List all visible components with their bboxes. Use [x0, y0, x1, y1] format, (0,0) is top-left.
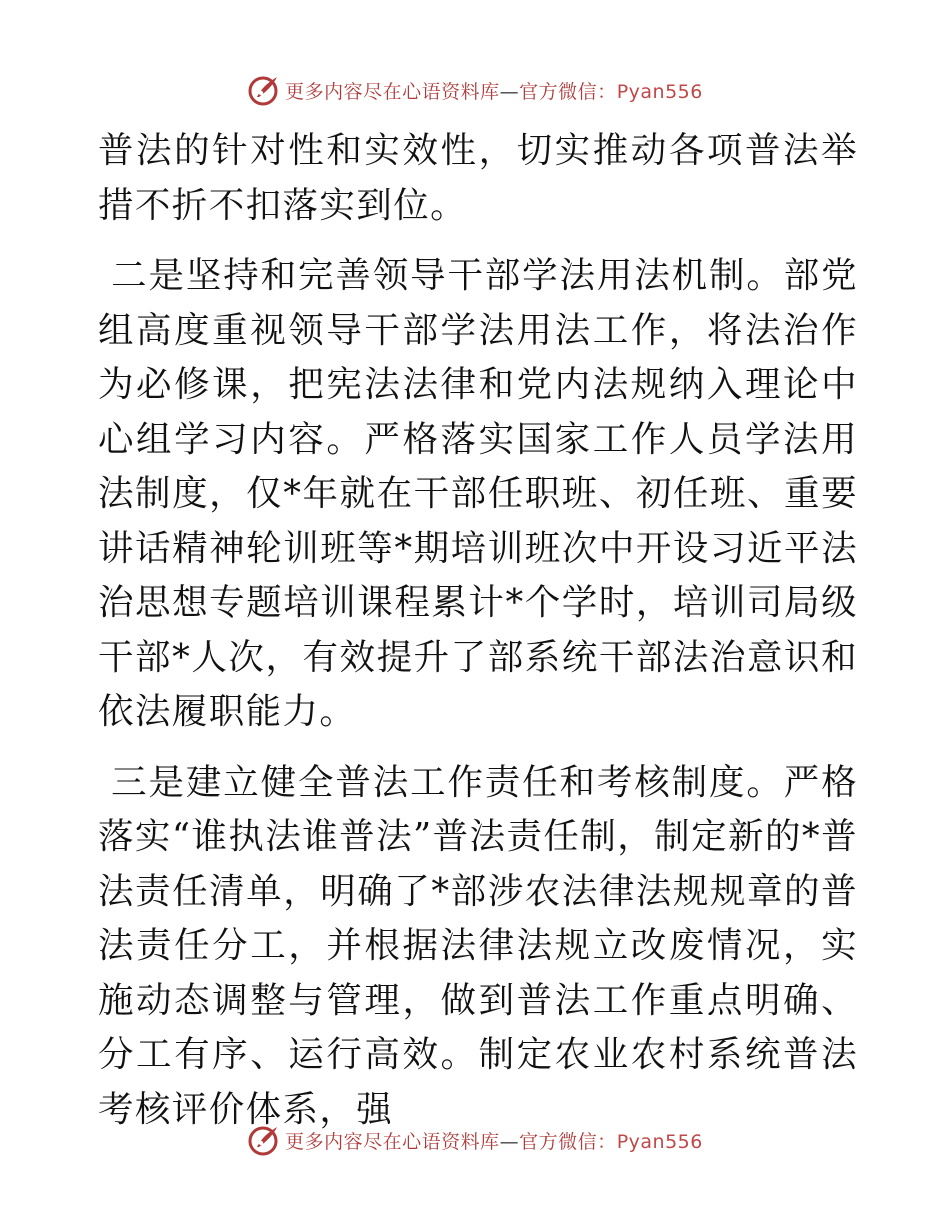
header-site-name: 更多内容尽在心语资料库 [285, 80, 500, 103]
paragraph-1: 普法的针对性和实效性，切实推动各项普法举措不折不扣落实到位。 [98, 130, 858, 226]
header-wechat-id: Pyan556 [616, 80, 703, 103]
footer-banner-text [285, 1127, 703, 1154]
quill-logo-icon [247, 1123, 281, 1157]
header-banner [0, 70, 950, 110]
header-separator: — [499, 80, 520, 103]
header-wechat-label: 官方微信： [519, 80, 617, 103]
footer-wechat-id: Pyan556 [616, 1130, 703, 1153]
quill-logo-icon [247, 73, 281, 107]
footer-wechat-label: 官方微信： [519, 1130, 617, 1153]
paragraph-2: 二是坚持和完善领导干部学法用法机制。部党组高度重视领导干部学法用法工作，将法治作为必修课，把宪法法律和党内法规纳入理论中心组学习内容。严格落实国家工作人员学法用法制度，仅*年就在干部任职班、初任班、重要讲话精神轮训班等*期培训班次中开设习近平法治思想专题培训课程累计*个学时，培训司局级干部*人次，有效提升了部系统干部法治意识和依法履职能力。 [98, 255, 858, 732]
document-body [98, 124, 858, 1137]
paragraph-3: 三是建立健全普法工作责任和考核制度。严格落实“谁执法谁普法”普法责任制，制定新的*普法责任清单，明确了*部涉农法律法规规章的普法责任分工，并根据法律法规立改废情况，实施动态调整与管理，做到普法工作重点明确、分工有序、运行高效。制定农业农村系统普法考核评价体系，强 [98, 761, 858, 1130]
footer-site-name: 更多内容尽在心语资料库 [285, 1130, 500, 1153]
header-banner-text [285, 77, 703, 104]
footer-separator: — [499, 1130, 520, 1153]
footer-banner [0, 1120, 950, 1160]
